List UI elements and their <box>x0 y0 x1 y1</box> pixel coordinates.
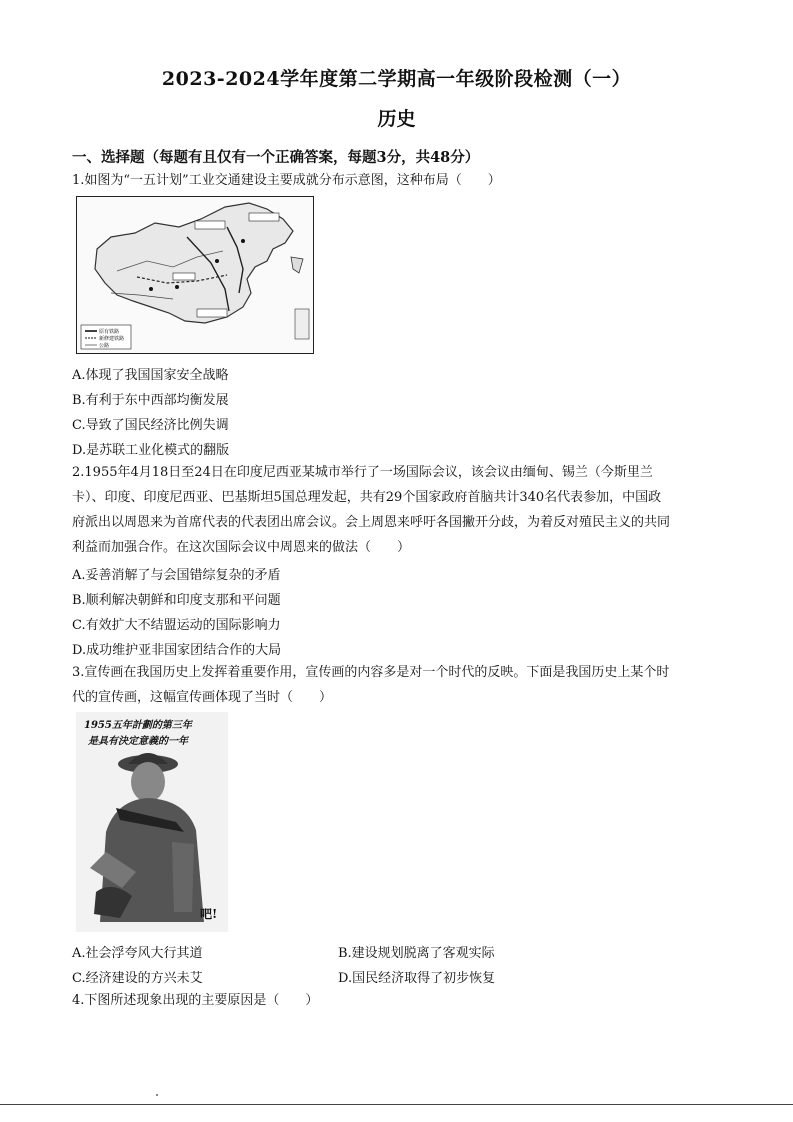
subject-title: 历史 <box>377 108 416 130</box>
china-map-illustration <box>77 197 313 353</box>
q2-option-c[interactable]: C.有效扩大不结盟运动的国际影响力 <box>72 618 281 633</box>
q2-stem-line-4: 利益而加强合作。在这次国际会议中周恩来的做法（ ） <box>72 540 411 555</box>
worker-illustration <box>76 712 228 932</box>
section-heading: 一、选择题（每题有且仅有一个正确答案，每题3分，共48分） <box>72 149 480 166</box>
q1-option-c[interactable]: C.导致了国民经济比例失调 <box>72 418 229 433</box>
q2-option-b[interactable]: B.顺利解决朝鲜和印度支那和平问题 <box>72 593 281 608</box>
industrial-map-image <box>76 196 314 354</box>
q3-stem-line-1: 3.宣传画在我国历史上发挥着重要作用，宣传画的内容多是对一个时代的反映。下面是我国历史上某个时 <box>72 665 670 680</box>
q2-option-a[interactable]: A.妥善消解了与会国错综复杂的矛盾 <box>72 568 281 583</box>
q3-stem-line-2: 代的宣传画，这幅宣传画体现了当时（ ） <box>72 690 333 705</box>
propaganda-poster-image <box>76 712 228 932</box>
poster-slogan-line-2: 是具有決定意義的一年 <box>88 736 188 747</box>
poster-corner-text: 吧! <box>200 907 218 921</box>
exam-title: 2023-2024学年度第二学期高一年级阶段检测（一） <box>161 68 632 90</box>
q3-option-b[interactable]: B.建设规划脱离了客观实际 <box>338 946 495 961</box>
q2-stem-line-2: 卡）、印度、印度尼西亚、巴基斯坦5国总理发起，共有29个国家政府首脑共计340名代表参加，中国政 <box>72 490 662 505</box>
map-legend-existing-railway: 原有铁路 <box>99 329 120 335</box>
q4-stem: 4.下图所述现象出现的主要原因是（ ） <box>72 993 319 1008</box>
q1-option-a[interactable]: A.体现了我国国家安全战略 <box>72 368 229 383</box>
q3-option-c[interactable]: C.经济建设的方兴未艾 <box>72 971 203 986</box>
q3-option-d[interactable]: D.国民经济取得了初步恢复 <box>338 971 496 986</box>
footer-divider <box>0 1104 793 1105</box>
q2-stem-line-3: 府派出以周恩来为首席代表的代表团出席会议。会上周恩来呼吁各国撇开分歧，为着反对殖民主义的共同 <box>72 515 671 530</box>
q1-option-b[interactable]: B.有利于东中西部均衡发展 <box>72 393 229 408</box>
q3-option-a[interactable]: A.社会浮夸风大行其道 <box>72 946 203 961</box>
poster-slogan-line-1: 1955五年計劃的第三年 <box>84 720 192 731</box>
q1-option-d[interactable]: D.是苏联工业化模式的翻版 <box>72 443 230 458</box>
q2-option-d[interactable]: D.成功维护亚非国家团结合作的大局 <box>72 643 282 658</box>
q2-stem-line-1: 2.1955年4月18日至24日在印度尼西亚某城市举行了一场国际会议，该会议由缅甸、锡兰（今斯里兰 <box>72 465 653 480</box>
map-legend-new-railway: 新修建铁路 <box>99 336 125 342</box>
page-mark <box>156 1094 158 1096</box>
map-legend-highway: 公路 <box>99 343 110 349</box>
q1-stem: 1.如图为“一五计划”工业交通建设主要成就分布示意图，这种布局（ ） <box>72 173 501 188</box>
